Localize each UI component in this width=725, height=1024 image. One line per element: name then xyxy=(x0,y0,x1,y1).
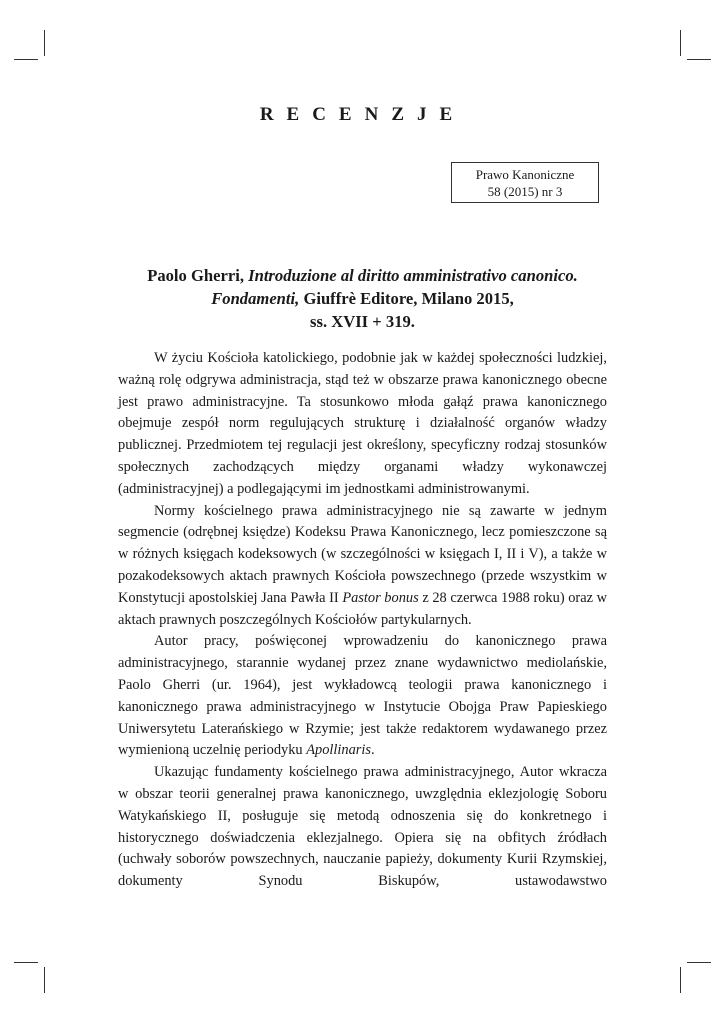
review-body xyxy=(118,348,607,893)
section-title: RECENZJE xyxy=(259,104,466,125)
crop-mark xyxy=(687,59,711,60)
book-title: Introduzione al diritto amministrativo canonico. Fondamenti, xyxy=(211,266,578,308)
book-author: Paolo Gherri, xyxy=(147,266,244,285)
book-citation xyxy=(118,264,607,333)
italic-title: Pastor bonus xyxy=(342,589,419,606)
paragraph: Normy kościelnego prawa administracyjnego nie są zawarte w jednym segmencie (odrębnej księdze) Kodeksu Prawa Kanonicznego, lecz pomieszczone są w różnych księgach kodeksowych (w szczególności w księgach I, II i V), a także w pozakodeksowych aktach prawnych Kościoła powszechnego (przede wszystkim w Konstytucji apostolskiej Jana Pawła II Pastor bonus z 28 czerwca 1988 roku) oraz w aktach prawnych poszczególnych Kościołów partykularnych. xyxy=(118,502,607,628)
crop-mark xyxy=(680,30,681,56)
crop-mark xyxy=(44,967,45,993)
crop-mark xyxy=(44,30,45,56)
crop-mark xyxy=(14,962,38,963)
journal-issue: 58 (2015) nr 3 xyxy=(487,184,563,199)
paragraph: Ukazując fundamenty kościelnego prawa administracyjnego, Autor wkracza w obszar teorii generalnej prawa kanonicznego, uwzględnia eklezjologię Soboru Watykańskiego II, posługuje się metodą odnoszenia się do konkretnego i historycznego doświadczenia eklezjalnego. Opiera się na obfitych źródłach (uchwały soborów powszechnych, nauczanie papieży, dokumenty Kurii Rzymskiej, dokumenty Synodu Biskupów, ustawodawstwo xyxy=(118,764,607,890)
crop-mark xyxy=(687,962,711,963)
paragraph: Autor pracy, poświęconej wprowadzeniu do kanonicznego prawa administracyjnego, starannie wydanej przez znane wydawnictwo mediolańskie, Paolo Gherri (ur. 1964), jest wykładowcą teologii prawa kanonicznego i kanonicznego prawa administracyjnego w Instytucie Obojga Praw Papieskiego Uniwersytetu Laterańskiego w Rzymie; jest także redaktorem wydawanego przez wymienioną uczelnię periodyku Apollinaris. xyxy=(118,633,607,759)
book-publisher: Giuffrè Editore, Milano 2015, xyxy=(303,289,514,308)
crop-mark xyxy=(14,59,38,60)
journal-name: Prawo Kanoniczne xyxy=(475,167,575,182)
crop-mark xyxy=(680,967,681,993)
book-pages: ss. XVII + 319. xyxy=(310,312,415,331)
italic-title: Apollinaris xyxy=(306,742,371,759)
paragraph: W życiu Kościoła katolickiego, podobnie jak w każdej społeczności ludzkiej, ważną rolę odgrywa administracja, stąd też w obszarze prawa kanonicznego obecne jest prawo administracyjne. Ta stosunkowo młoda gałąź prawa kanonicznego obejmuje zespół norm regulujących strukturę i działalność organów władzy publicznej. Przedmiotem tej regulacji jest określony, specyficzny rodzaj stosunków społecznych zachodzących między organami władzy wykonawczej (administracyjnej) a podlegającymi im jednostkami administrowanymi. xyxy=(118,350,607,497)
journal-info-box xyxy=(451,162,599,203)
